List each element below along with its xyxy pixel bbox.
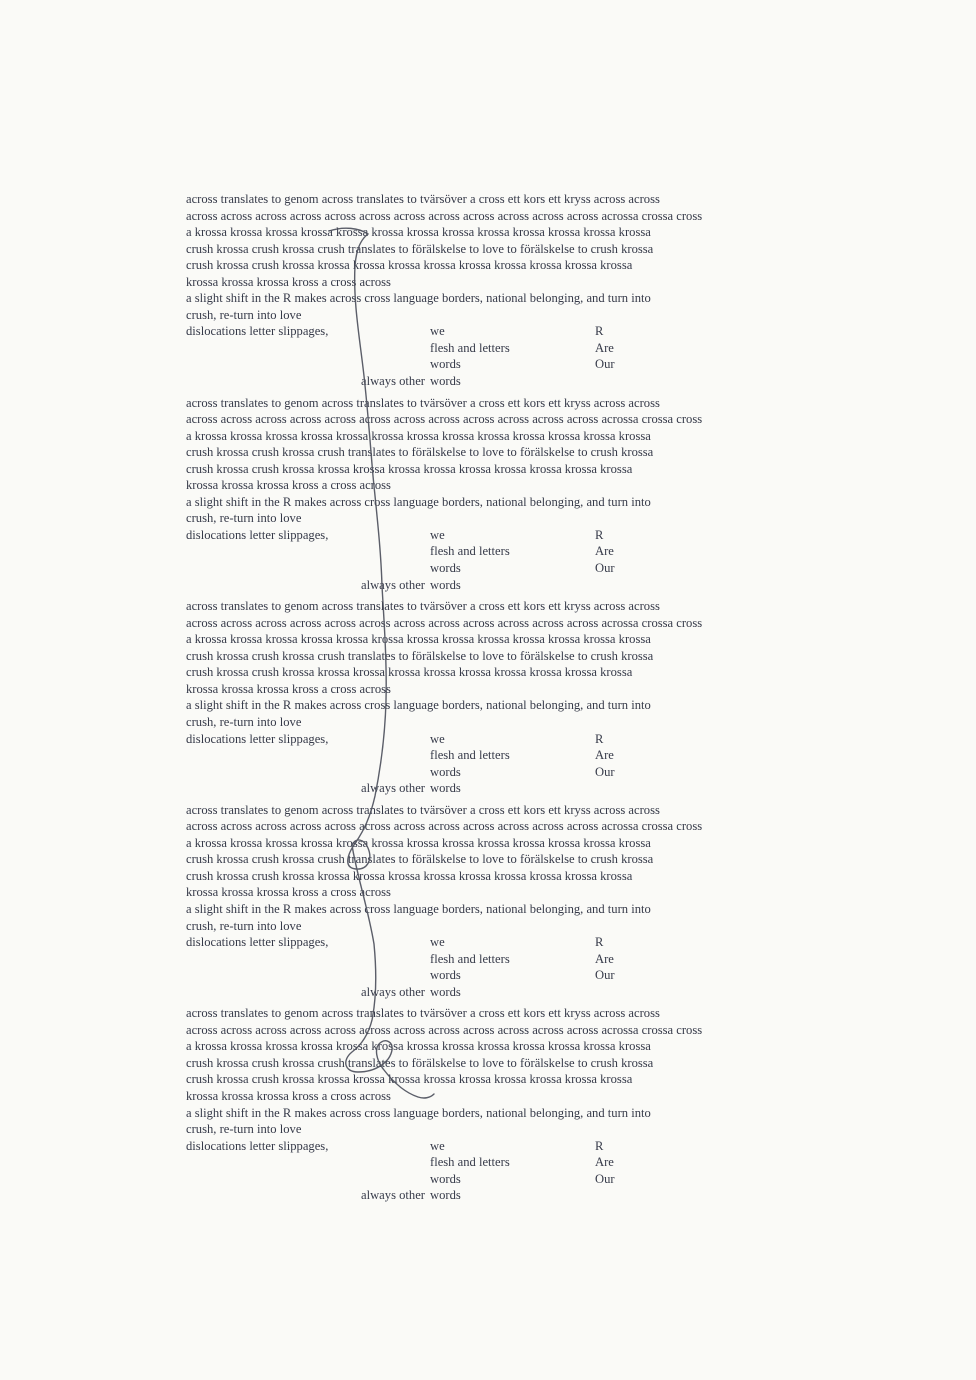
stanza-line: crush, re-turn into love: [186, 714, 302, 729]
column-right-text: Our: [595, 357, 615, 372]
column-left-text: [186, 340, 430, 357]
column-left-text: dislocations letter slippages,: [186, 324, 329, 339]
column-row: [186, 1138, 761, 1155]
stanza-line: crush krossa crush krossa crush translates to förälskelse to love to förälskelse to crush krossa: [186, 1055, 654, 1070]
column-left-text: [186, 967, 430, 984]
stanza-line: across translates to genom across translates to tvärsöver a cross ett kors ett kryss across across: [186, 192, 660, 206]
column-right-text: [595, 577, 761, 594]
stanza-line: crush krossa crush krossa krossa krossa krossa krossa krossa krossa krossa krossa krossa: [186, 461, 633, 476]
column-right-text: R: [595, 324, 604, 339]
column-row: [186, 984, 761, 1001]
column-middle-text: words: [430, 561, 461, 576]
stanza: [186, 802, 761, 1001]
column-footer-left-text: always other: [361, 1188, 425, 1203]
column-row: [186, 764, 761, 781]
column-right-text: Are: [595, 1155, 614, 1170]
stanza-line: krossa krossa krossa kross a cross across: [186, 681, 391, 696]
column-left-text: [186, 951, 430, 968]
column-middle-text: flesh and letters: [430, 340, 510, 355]
column-left-text: [186, 764, 430, 781]
column-row: [186, 560, 761, 577]
stanza-line: a slight shift in the R makes across cross language borders, national belonging, and turn into: [186, 1105, 651, 1120]
column-right-text: Are: [595, 951, 614, 966]
stanza-line: a slight shift in the R makes across cross language borders, national belonging, and turn into: [186, 698, 651, 713]
column-middle-text: we: [430, 324, 445, 339]
stanza-line: crush, re-turn into love: [186, 1122, 302, 1137]
stanza-line: crush krossa crush krossa crush translates to förälskelse to love to förälskelse to crush krossa: [186, 445, 654, 460]
column-row: [186, 731, 761, 748]
stanza-line: across translates to genom across translates to tvärsöver a cross ett kors ett kryss across across: [186, 599, 660, 614]
stanza-line: across across across across across across across across across across across across acrossa crossa cross: [186, 819, 703, 834]
stanza-line: a krossa krossa krossa krossa krossa krossa krossa krossa krossa krossa krossa krossa krossa: [186, 225, 651, 240]
column-right-text: R: [595, 935, 604, 950]
column-middle-text: we: [430, 527, 445, 542]
column-left-text: [186, 1171, 430, 1188]
column-footer-middle-text: words: [430, 374, 461, 389]
column-right-text: Are: [595, 748, 614, 763]
column-left-text: dislocations letter slippages,: [186, 527, 329, 542]
column-row: [186, 747, 761, 764]
poem-content: [186, 191, 761, 1209]
stanza-line: crush krossa crush krossa krossa krossa krossa krossa krossa krossa krossa krossa krossa: [186, 868, 633, 883]
column-left-text: dislocations letter slippages,: [186, 1138, 329, 1153]
stanza-line: across across across across across across across across across across across across acrossa crossa cross: [186, 615, 703, 630]
column-left-text: [186, 1154, 430, 1171]
column-row: [186, 1154, 761, 1171]
column-left-text: dislocations letter slippages,: [186, 731, 329, 746]
column-row: [186, 1187, 761, 1204]
stanza-line: across translates to genom across translates to tvärsöver a cross ett kors ett kryss across across: [186, 802, 660, 817]
column-row: [186, 356, 761, 373]
column-footer-middle-text: words: [430, 984, 461, 999]
stanza-line: across across across across across across across across across across across across acrossa crossa cross: [186, 208, 703, 223]
column-middle-text: flesh and letters: [430, 951, 510, 966]
column-footer-middle-text: words: [430, 577, 461, 592]
column-middle-text: we: [430, 731, 445, 746]
column-row: [186, 951, 761, 968]
column-middle-text: we: [430, 1138, 445, 1153]
column-middle-text: we: [430, 935, 445, 950]
column-right-text: Are: [595, 544, 614, 559]
column-left-text: [186, 356, 430, 373]
stanza-line: a krossa krossa krossa krossa krossa krossa krossa krossa krossa krossa krossa krossa krossa: [186, 835, 651, 850]
stanza: [186, 191, 761, 390]
stanza: [186, 1005, 761, 1204]
column-row: [186, 967, 761, 984]
column-row: [186, 340, 761, 357]
column-footer-left-text: always other: [361, 577, 425, 592]
stanza-line: crush krossa crush krossa crush translates to förälskelse to love to förälskelse to crush krossa: [186, 852, 654, 867]
column-footer-left-text: always other: [361, 374, 425, 389]
column-right-text: Our: [595, 764, 615, 779]
column-right-text: [595, 373, 761, 390]
column-middle-text: flesh and letters: [430, 748, 510, 763]
column-right-text: [595, 1187, 761, 1204]
column-right-text: R: [595, 731, 604, 746]
column-footer-left-text: always other: [361, 984, 425, 999]
stanza-line: across translates to genom across translates to tvärsöver a cross ett kors ett kryss across across: [186, 395, 660, 410]
column-left-text: [186, 560, 430, 577]
stanza-line: crush krossa crush krossa crush translates to förälskelse to love to förälskelse to crush krossa: [186, 241, 654, 256]
column-right-text: R: [595, 527, 604, 542]
column-middle-text: words: [430, 1171, 461, 1186]
stanza-line: across across across across across across across across across across across across acrossa crossa cross: [186, 412, 703, 427]
column-middle-text: words: [430, 968, 461, 983]
column-middle-text: words: [430, 357, 461, 372]
column-right-text: Our: [595, 561, 615, 576]
stanza-line: crush, re-turn into love: [186, 918, 302, 933]
column-row: [186, 527, 761, 544]
stanza-line: a slight shift in the R makes across cross language borders, national belonging, and turn into: [186, 901, 651, 916]
column-footer-middle-text: words: [430, 1188, 461, 1203]
column-right-text: Are: [595, 340, 614, 355]
column-footer-middle-text: words: [430, 781, 461, 796]
column-row: [186, 323, 761, 340]
column-left-text: [186, 543, 430, 560]
stanza-line: a slight shift in the R makes across cross language borders, national belonging, and turn into: [186, 494, 651, 509]
stanza: [186, 598, 761, 797]
stanza-line: a krossa krossa krossa krossa krossa krossa krossa krossa krossa krossa krossa krossa krossa: [186, 632, 651, 647]
column-middle-text: flesh and letters: [430, 544, 510, 559]
stanza-line: crush, re-turn into love: [186, 511, 302, 526]
stanza-line: across across across across across across across across across across across across acrossa crossa cross: [186, 1022, 703, 1037]
column-row: [186, 543, 761, 560]
column-row: [186, 577, 761, 594]
stanza-line: crush krossa crush krossa krossa krossa krossa krossa krossa krossa krossa krossa krossa: [186, 1072, 633, 1087]
column-right-text: R: [595, 1138, 604, 1153]
stanza-line: krossa krossa krossa kross a cross across: [186, 478, 391, 493]
stanza-line: crush krossa crush krossa krossa krossa krossa krossa krossa krossa krossa krossa krossa: [186, 665, 633, 680]
column-row: [186, 373, 761, 390]
column-row: [186, 1171, 761, 1188]
stanza: [186, 395, 761, 594]
stanza-line: krossa krossa krossa kross a cross across: [186, 1088, 391, 1103]
stanza-line: krossa krossa krossa kross a cross across: [186, 274, 391, 289]
column-right-text: [595, 780, 761, 797]
stanza-line: crush, re-turn into love: [186, 307, 302, 322]
stanza-line: a slight shift in the R makes across cross language borders, national belonging, and turn into: [186, 291, 651, 306]
stanza-line: crush krossa crush krossa krossa krossa krossa krossa krossa krossa krossa krossa krossa: [186, 258, 633, 273]
stanza-line: a krossa krossa krossa krossa krossa krossa krossa krossa krossa krossa krossa krossa krossa: [186, 428, 651, 443]
column-right-text: [595, 984, 761, 1001]
column-middle-text: words: [430, 764, 461, 779]
column-left-text: dislocations letter slippages,: [186, 935, 329, 950]
column-left-text: [186, 747, 430, 764]
stanza-line: crush krossa crush krossa crush translates to förälskelse to love to förälskelse to crush krossa: [186, 648, 654, 663]
column-footer-left-text: always other: [361, 781, 425, 796]
column-row: [186, 780, 761, 797]
column-middle-text: flesh and letters: [430, 1155, 510, 1170]
stanza-line: krossa krossa krossa kross a cross across: [186, 885, 391, 900]
stanza-line: a krossa krossa krossa krossa krossa krossa krossa krossa krossa krossa krossa krossa krossa: [186, 1039, 651, 1054]
stanza-line: across translates to genom across translates to tvärsöver a cross ett kors ett kryss across across: [186, 1006, 660, 1021]
column-right-text: Our: [595, 1171, 615, 1186]
column-right-text: Our: [595, 968, 615, 983]
column-row: [186, 934, 761, 951]
